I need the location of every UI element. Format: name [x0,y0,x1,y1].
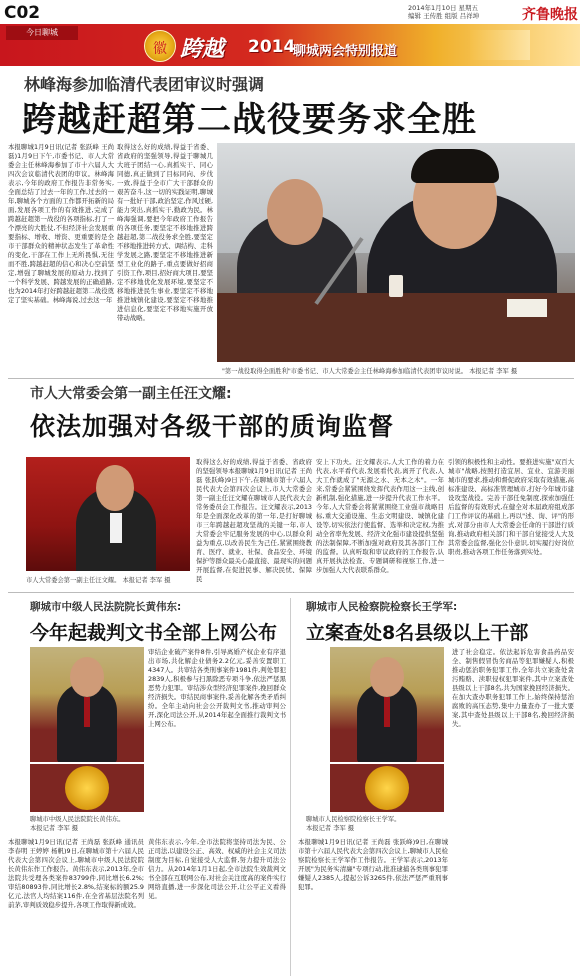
newspaper-logo: 齐鲁晚报 [522,7,578,23]
banner-year: 2014 [248,37,296,57]
story2-body-column: 取得这么好的成绩,得益于省委、省政府的坚强领导本报聊城1月9日讯(记者 王尚磊 张跃峰)9日下午,在聊城市第十六届人民代表大会第四次会议上,市人大常委会第一副主任汪文耀在聊城市人民代表大会常务委员会工作报告。汪文耀表示,2013年是全面深化改革的第一年,是打好聊城市三年跨越赶超攻坚战的关键一年,市人大常委会牢记服务发展的中心,以群众利益为重点,以改善民生为己任,紧紧围绕教育、医疗、就业、社保、食品安全、环境保护等群众最关心最直接、最现实的问题开展监督,在促进民事、解决民忧、保障民 [196,458,312,583]
lead-body-column: 本报聊城1月9日讯(记者 张跃峰 王尚磊)1月9日下午,市委书记、市人大常委会主任林峰海参加了市十六届人大四次会议临清代表团的审议。林峰海表示,今年的政府工作报告非常务实,全面总结了过去一年的工作,过去的一年,聊城各个方面的工作都开拓新的局面,发展各项工作的有效推进,完成了跨越赶超第一战役的各项指标,打了一个漂亮的大胜仗,不但经济社会发展重要指标、增收、增资、更重要的是全市干部群众的精神状态发生了革命性的变化,干部在工作上无所畏惧,无往而不胜,跨越赶超的信心和决心空前坚定,增强了聊城发展的原动力,找到了一个科学发展、跨越发展的正确道路,也为2014年打好跨越赶超第二战役奠定了坚实基础。林峰海说,过去这一年 [8,143,114,304]
national-emblem-icon [144,30,176,62]
lead-photo-caption: "第一战役取得全面胜利"市委书记、市人大常委会主任林峰海参加临清代表团审议时说。 本报记者 李军 摄 [222,368,518,375]
flag-decoration [470,30,530,60]
photo-shirt [110,513,122,543]
photo-person-head [70,657,104,697]
lead-photo [217,143,575,362]
banner-title: 跨越 [180,36,225,62]
story4-photo-lower [330,764,444,812]
special-report-banner [0,24,580,66]
page-code: C02 [4,3,41,23]
story4-headline: 立案查处8名县级以上干部 [306,622,529,644]
story3-photo-caption: 聊城市中级人民法院院长黄伟东。 本报记者 李军 摄 [30,816,125,832]
banner-subtitle: 聊城两会特别报道 [293,44,398,59]
story3-headline: 今年起裁判文书全部上网公布 [30,622,278,644]
cup-icon [389,275,403,297]
lead-body-column: 取得这么好的成绩,得益于省委、省政府的坚强领导,得益于聊城几大班子团结一心,真抓实干、同心同德,真正做到了目标同向、步伐一致,得益于全市广大干部群众的艰苦奋斗,这一切的实践证明,聊城有一批好干部,政治坚定,作风过硬,能力突出,真抓实干,勤政为民。林峰海强调,要把今年政府工作报告的各项任务,要坚定不移地推进跨越赶超,第二战役务求全胜,要坚定不移地推进转方式、调结构、走科学发展之路,要坚定不移地推进新型工业化的路子,重点要做好招商引资工作,项目,招好商大项目,要坚定不移地优化发展环境,要坚定不移地推进民生事业,要坚定不移地推进城镇化建设,要坚定不移地推进信息化,要坚定不移地实施开放带动战略。 [117,143,213,322]
story3-body-column: 审结企业破产案件8件,引导离婚产权企业有序退出市场,共化解企业债务2.2亿元,妥善安置职工4347人。共审结各类刑事案件1981件,判处罪犯2839人,积极参与扫黑除恶专项斗争,依法严惩黑恶势力犯罪。审结涉众型经济犯罪案件,挽回群众经济损失。审结民商事案件,妥善化解各类矛盾纠纷。全年主动向社会公开裁判文书,推动审判公开,深化司法公开,从2014年起全面推行裁判文书上网公布。 [148,648,286,728]
photo-person-head [96,465,134,511]
photo-person-hair [411,149,499,183]
procuratorate-emblem-icon [365,766,409,810]
story4-photo [330,647,444,762]
story3-photo [30,647,144,762]
story3-body-column: 黄伟东表示,今年,全市法院将坚持司法为民、公正司法,以建设公正、高效、权威的社会主义司法制度为目标,自觉接受人大监督,努力提升司法公信力。从2014年1月1日起,全市法院生效裁判文书全部在互联网公布,对社会关注度高的案件实行网络直播,进一步深化司法公开,让公平正义看得见。 [148,838,286,900]
story2-photo-caption: 市人大常委会第一副主任汪文耀。 本报记者 李军 摄 [26,577,171,584]
story3-kicker: 聊城市中级人民法院院长黄伟东: [30,601,182,613]
story2-body-column: 引领的积极性和主动性。要推进实施"双百大城市"战略,按照打造宜居、宜业、宜游美丽城市的要求,推动和督促政府采取有效措施,高标准建设、高标准管理城市,打好今年城市建设攻坚战役。完善干部任免制度,探索加强任后监督的有效形式,在健全对本届政府组成部门工作评议的基础上,再以"述、询、评"的形式,对部分由市人大常委会任命的干部进行质询,推动政府相关部门和干部自觉接受人大及其常委会监督,强化公仆意识,切实履行好岗位职责,推动各项工作任务落到实处。 [448,458,574,556]
photo-tie [384,697,390,727]
story3-photo-lower [30,764,144,812]
story2-kicker: 市人大常委会第一副主任汪文耀: [30,386,232,402]
section-tag: 今日聊城 [6,26,78,40]
story2-body-column: 安上下功夫。汪文耀表示,人大工作的着力在代表,水平看代表,发展看代表,离开了代表,人大工作就成了"无源之水、无本之木"。一年来,常委会紧紧围绕发挥代表作用这一主线,创新机制,强化措施,进一步提升代表工作水平。今年,人大常委会将紧紧围绕工业强市战略目标,重大交通设施、生态文明建设、城镇化建设等,切实依法行使监督、选举和决定权,为推动全省率先发展、经济文化强市建设提供坚强的法制保障,不断加强对政府及其各部门工作的监督。认真听取和审议政府的工作报告,认真开展执法检查、专题调研和视察工作,进一步加强人大代表联系群众。 [316,458,444,574]
court-emblem-icon [65,766,109,810]
name-card [507,299,547,317]
page-header [0,0,580,26]
story2-photo [26,457,190,571]
section-divider [8,378,574,379]
column-divider [290,598,291,976]
story3-body-column: 本报聊城1月9日讯(记者 王尚磊 张跃峰 通讯员 李春明 王婷婷 杨帆)9日,在聊城市第十六届人民代表大会第四次会议上,聊城市中级人民法院院长黄伟东作工作报告。黄伟东表示,2013年,全市法院共受理各类案件83799件,同比增长6.2%;审结80893件,同比增长2.8%,结案标的额25.9亿元,法官人均结案116件,在全省基层法院名列前茅,审判质效稳步提升,各项工作取得新成效。 [8,838,144,909]
lead-kicker: 林峰海参加临清代表团审议时强调 [24,75,265,94]
story4-photo-caption: 聊城市人民检察院检察长王学军。 本报记者 李军 摄 [306,816,401,832]
story4-kicker: 聊城市人民检察院检察长王学军: [306,601,458,613]
emblem-glyph: 徽 [153,41,167,57]
section-divider [8,592,574,593]
photo-tie [84,697,90,727]
photo-person-head [370,657,404,697]
issue-date: 2014年1月10日 星期五 [408,4,479,12]
photo-person-head [267,179,323,245]
story4-body-column: 进了社会稳定。依法起诉危害食品药品安全、制售假冒伪劣商品等犯罪嫌疑人,积极推动惩治职务犯罪工作,全年共立案查处贪污贿赂、渎职侵权犯罪案件,其中立案查处县级以上干部8名,共为国家挽回经济损失。在加大查办职务犯罪工作上,始终保持惩治腐败的高压态势,集中力量查办了一批大要案,其中查处县级以上干部8名,挽回经济损失。 [452,648,574,728]
editor-credits: 编辑 王传胜 组版 吕祥坤 [408,12,480,20]
lead-headline: 跨越赶超第二战役要务求全胜 [22,100,477,140]
story4-body-column: 本报聊城1月9日讯(记者 王尚磊 张跃峰)9日,在聊城市第十六届人民代表大会第四次会议上,聊城市人民检察院检察长王学军作工作报告。王学军表示,2013年开展"为民务实清廉"专项行动,批准逮捕各类刑事犯罪嫌疑人2385人,提起公诉3265件,依法严惩严重刑事犯罪。 [298,838,448,891]
issue-meta [408,4,538,20]
story2-headline: 依法加强对各级干部的质询监督 [30,412,395,441]
